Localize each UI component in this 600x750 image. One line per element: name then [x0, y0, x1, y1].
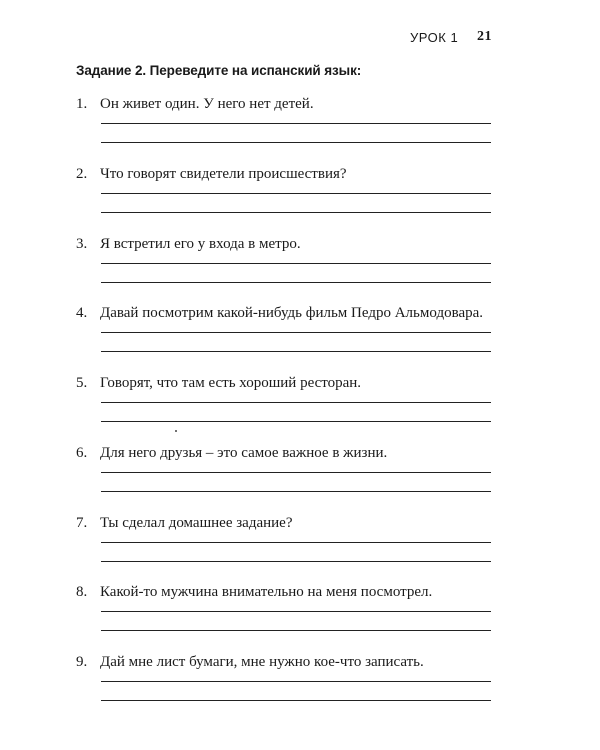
exercise-item [0, 305, 600, 375]
exercise-item [0, 166, 600, 236]
exercise-number: 8. [76, 584, 88, 600]
exercise-sentence: Ты сделал домашнее задание? [100, 515, 293, 531]
answer-line[interactable] [101, 630, 491, 631]
answer-line[interactable] [101, 561, 491, 562]
exercise-item [0, 236, 600, 306]
answer-line[interactable] [101, 611, 491, 612]
answer-line[interactable] [101, 542, 491, 543]
answer-line[interactable] [101, 142, 491, 143]
exercise-item [0, 445, 600, 515]
exercise-item [0, 375, 600, 445]
exercise-number: 7. [76, 515, 88, 531]
answer-line[interactable] [101, 700, 491, 701]
answer-line[interactable] [101, 681, 491, 682]
exercise-number: 5. [76, 375, 88, 391]
exercise-sentence: Дай мне лист бумаги, мне нужно кое-что записать. [100, 654, 424, 670]
exercise-number: 4. [76, 305, 88, 321]
exercise-sentence: Я встретил его у входа в метро. [100, 236, 301, 252]
exercise-number: 6. [76, 445, 88, 461]
exercise-number: 1. [76, 96, 88, 112]
lesson-label: УРОК 1 [410, 30, 459, 45]
exercise-item [0, 515, 600, 585]
exercise-sentence: Он живет один. У него нет детей. [100, 96, 314, 112]
answer-line[interactable] [101, 332, 491, 333]
answer-line[interactable] [101, 491, 491, 492]
exercise-item [0, 654, 600, 724]
print-speck [175, 430, 177, 432]
answer-line[interactable] [101, 123, 491, 124]
answer-line[interactable] [101, 351, 491, 352]
exercise-sentence: Какой-то мужчина внимательно на меня посмотрел. [100, 584, 433, 600]
answer-line[interactable] [101, 472, 491, 473]
answer-line[interactable] [101, 193, 491, 194]
answer-line[interactable] [101, 282, 491, 283]
exercise-sentence: Говорят, что там есть хороший ресторан. [100, 375, 362, 391]
exercise-item [0, 584, 600, 654]
answer-line[interactable] [101, 212, 491, 213]
exercise-number: 2. [76, 166, 88, 182]
answer-line[interactable] [101, 421, 491, 422]
exercise-sentence: Для него друзья – это самое важное в жизни. [100, 445, 388, 461]
answer-line[interactable] [101, 402, 491, 403]
exercise-item [0, 96, 600, 166]
exercise-number: 9. [76, 654, 88, 670]
exercise-sentence: Давай посмотрим какой-нибудь фильм Педро Альмодовара. [100, 305, 484, 321]
exercise-sentence: Что говорят свидетели происшествия? [100, 166, 347, 182]
page-number: 21 [477, 29, 492, 44]
task-title: Задание 2. Переведите на испанский язык: [76, 63, 362, 78]
exercise-number: 3. [76, 236, 88, 252]
answer-line[interactable] [101, 263, 491, 264]
